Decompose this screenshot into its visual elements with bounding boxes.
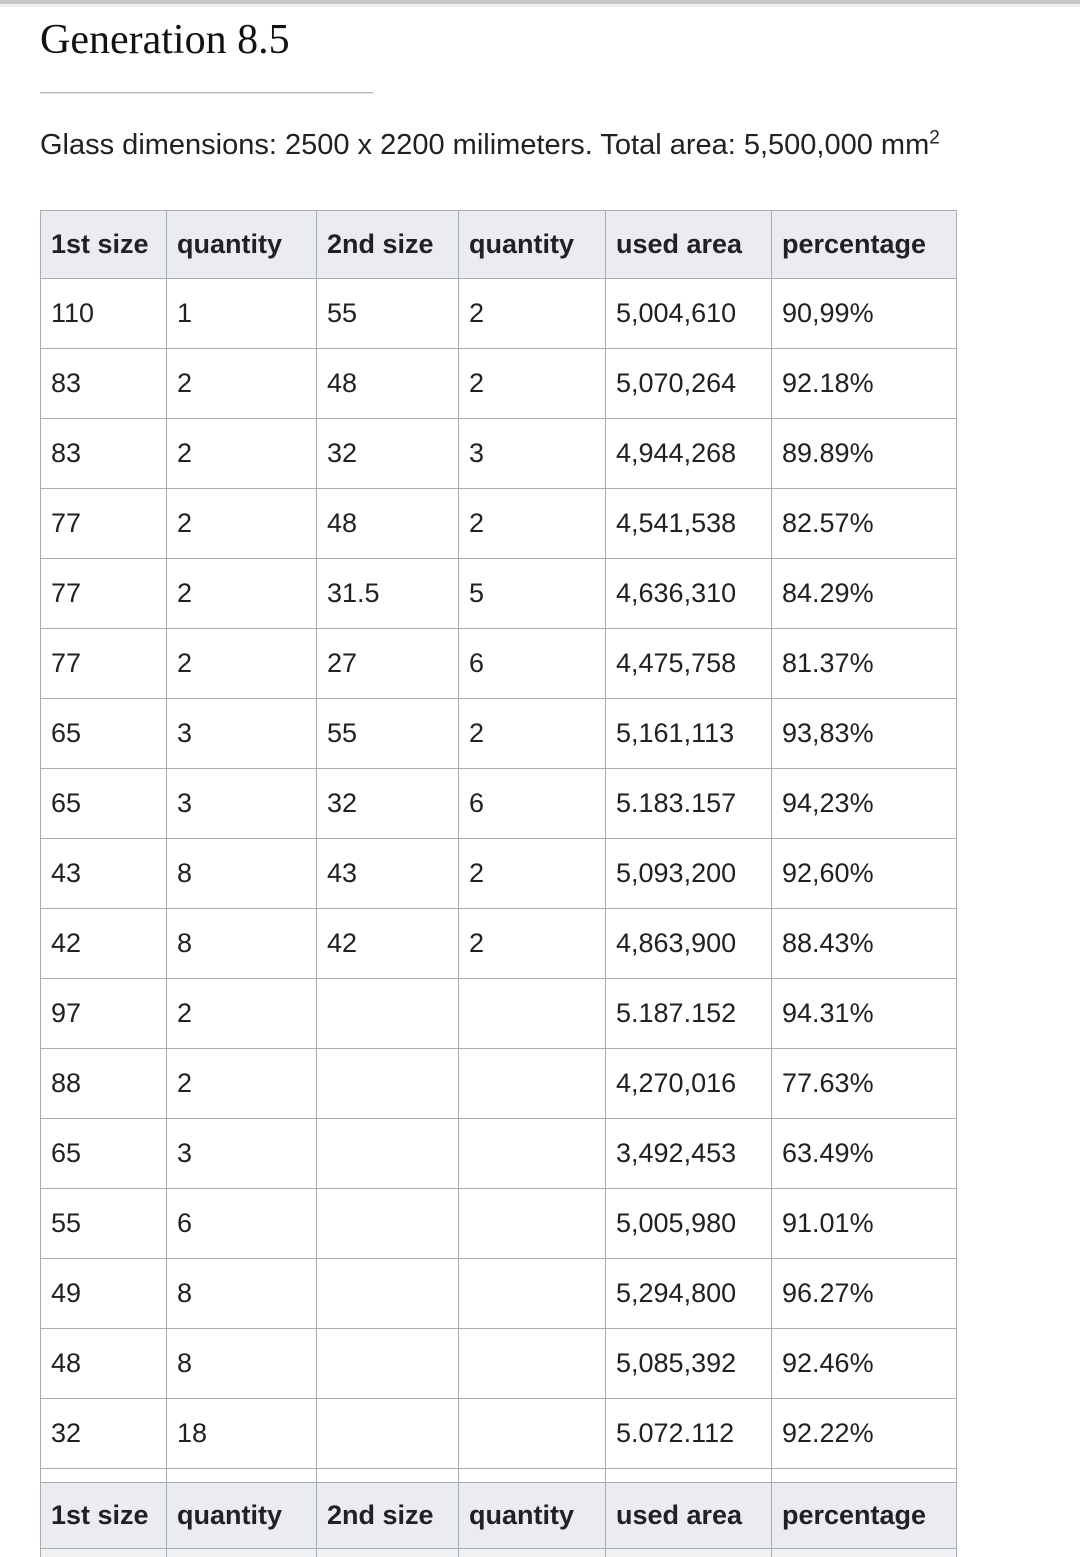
table-cell: 48 [317, 489, 459, 559]
table-cell: 55 [317, 699, 459, 769]
table-cell [459, 1049, 606, 1119]
table-cell: 77.63% [772, 1049, 957, 1119]
table-cell: 4,541,538 [606, 489, 772, 559]
table-footer-header-row [41, 1483, 957, 1549]
table-cell [459, 1259, 606, 1329]
table-cell: 2 [167, 559, 317, 629]
table-footer [41, 1469, 957, 1557]
table-cell: 5,070,264 [606, 349, 772, 419]
table-cell: 42 [317, 909, 459, 979]
table-cell: 81.37% [772, 629, 957, 699]
table-cell: 84.29% [772, 559, 957, 629]
table-cell: 2 [167, 629, 317, 699]
footer-header-percentage: percentage [772, 1483, 957, 1549]
clipped-cell [41, 1549, 167, 1557]
footer-header-used-area: used area [606, 1483, 772, 1549]
clipped-cell [317, 1549, 459, 1557]
table-cell: 5.183.157 [606, 769, 772, 839]
page-content [40, 15, 1040, 1557]
size-table [40, 210, 957, 1557]
table-cell: 6 [167, 1189, 317, 1259]
table-row [41, 629, 957, 699]
table-cell: 32 [317, 769, 459, 839]
footer-header-2nd-size: 2nd size [317, 1483, 459, 1549]
table-cell: 97 [41, 979, 167, 1049]
table-cell: 2 [167, 419, 317, 489]
table-cell: 65 [41, 769, 167, 839]
table-cell: 92.46% [772, 1329, 957, 1399]
title-underline [40, 92, 373, 94]
clipped-cell [459, 1549, 606, 1557]
table-cell: 2 [459, 839, 606, 909]
table-cell: 3 [167, 769, 317, 839]
table-cell: 1 [167, 279, 317, 349]
table-cell: 6 [459, 629, 606, 699]
table-cell: 77 [41, 489, 167, 559]
table-row [41, 559, 957, 629]
column-header-quantity-2: quantity [459, 211, 606, 279]
table-cell: 8 [167, 909, 317, 979]
table-cell: 5.187.152 [606, 979, 772, 1049]
table-cell: 18 [167, 1399, 317, 1469]
table-cell: 27 [317, 629, 459, 699]
table-row [41, 839, 957, 909]
table-row [41, 979, 957, 1049]
table-cell: 5,004,610 [606, 279, 772, 349]
clipped-cell [772, 1549, 957, 1557]
table-row [41, 909, 957, 979]
table-cell: 2 [459, 279, 606, 349]
table-cell: 5,294,800 [606, 1259, 772, 1329]
table-cell: 88.43% [772, 909, 957, 979]
table-cell [317, 979, 459, 1049]
table-cell: 8 [167, 1329, 317, 1399]
table-cell: 2 [459, 699, 606, 769]
table-cell: 3 [167, 1119, 317, 1189]
table-cell [317, 1399, 459, 1469]
spacer-cell [317, 1469, 459, 1483]
table-cell: 5 [459, 559, 606, 629]
table-cell [459, 1119, 606, 1189]
table-cell: 2 [459, 909, 606, 979]
column-header-2nd-size: 2nd size [317, 211, 459, 279]
table-cell: 82.57% [772, 489, 957, 559]
table-cell: 96.27% [772, 1259, 957, 1329]
table-cell: 65 [41, 1119, 167, 1189]
column-header-percentage: percentage [772, 211, 957, 279]
table-row [41, 699, 957, 769]
clipped-cell [606, 1549, 772, 1557]
table-cell: 77 [41, 559, 167, 629]
spacer-cell [41, 1469, 167, 1483]
table-cell [459, 1329, 606, 1399]
table-cell: 4,863,900 [606, 909, 772, 979]
table-cell: 2 [459, 349, 606, 419]
column-header-used-area: used area [606, 211, 772, 279]
table-cell [459, 1399, 606, 1469]
table-cell: 93,83% [772, 699, 957, 769]
table-cell: 5,161,113 [606, 699, 772, 769]
table-cell: 43 [317, 839, 459, 909]
table-cell [459, 1189, 606, 1259]
table-cell [317, 1119, 459, 1189]
table-cell: 8 [167, 1259, 317, 1329]
table-cell: 65 [41, 699, 167, 769]
table-cell: 49 [41, 1259, 167, 1329]
table-cell: 89.89% [772, 419, 957, 489]
table-row [41, 769, 957, 839]
table-cell: 5,085,392 [606, 1329, 772, 1399]
table-cell: 92,60% [772, 839, 957, 909]
table-row [41, 279, 957, 349]
table-cell: 3,492,453 [606, 1119, 772, 1189]
table-cell [317, 1189, 459, 1259]
table-cell: 83 [41, 419, 167, 489]
squared-superscript: 2 [929, 127, 940, 149]
table-row [41, 1329, 957, 1399]
spacer-cell [459, 1469, 606, 1483]
table-cell: 83 [41, 349, 167, 419]
table-cell: 32 [317, 419, 459, 489]
footer-header-quantity-2: quantity [459, 1483, 606, 1549]
table-cell: 48 [41, 1329, 167, 1399]
footer-header-quantity-1: quantity [167, 1483, 317, 1549]
table-cell: 3 [459, 419, 606, 489]
table-cell: 4,475,758 [606, 629, 772, 699]
table-cell [317, 1049, 459, 1119]
table-cell: 5,093,200 [606, 839, 772, 909]
table-cell: 8 [167, 839, 317, 909]
table-cell: 4,636,310 [606, 559, 772, 629]
table-cell: 92.18% [772, 349, 957, 419]
table-cell: 4,944,268 [606, 419, 772, 489]
table-cell: 2 [167, 489, 317, 559]
table-header-row [41, 211, 957, 279]
table-cell: 94.31% [772, 979, 957, 1049]
table-row [41, 419, 957, 489]
glass-dimensions-text [40, 125, 1040, 166]
table-cell: 43 [41, 839, 167, 909]
glass-dimensions-main: Glass dimensions: 2500 x 2200 milimeters. Total area: 5,500,000 mm [40, 129, 930, 161]
table-cell: 42 [41, 909, 167, 979]
table-row [41, 1189, 957, 1259]
table-header [41, 211, 957, 279]
table-cell: 55 [41, 1189, 167, 1259]
column-header-quantity-1: quantity [167, 211, 317, 279]
spacer-cell [606, 1469, 772, 1483]
table-cell: 92.22% [772, 1399, 957, 1469]
top-edge-strip [0, 0, 1080, 7]
spacer-cell [772, 1469, 957, 1483]
table-cell: 6 [459, 769, 606, 839]
table-cell: 91.01% [772, 1189, 957, 1259]
table-cell: 2 [167, 349, 317, 419]
table-cell: 94,23% [772, 769, 957, 839]
table-cell: 90,99% [772, 279, 957, 349]
table-row [41, 349, 957, 419]
table-cell: 32 [41, 1399, 167, 1469]
table-row [41, 1399, 957, 1469]
table-cell: 63.49% [772, 1119, 957, 1189]
table-cell: 31.5 [317, 559, 459, 629]
table-cell: 2 [167, 1049, 317, 1119]
page-title: Generation 8.5 [40, 17, 290, 63]
table-cell [459, 979, 606, 1049]
table-row [41, 489, 957, 559]
table-cell: 77 [41, 629, 167, 699]
footer-header-1st-size: 1st size [41, 1483, 167, 1549]
table-body [41, 279, 957, 1469]
table-cell: 2 [459, 489, 606, 559]
column-header-1st-size: 1st size [41, 211, 167, 279]
table-cell: 3 [167, 699, 317, 769]
table-cell: 55 [317, 279, 459, 349]
table-row [41, 1259, 957, 1329]
table-cell: 88 [41, 1049, 167, 1119]
table-cell: 5,005,980 [606, 1189, 772, 1259]
clipped-cell [167, 1549, 317, 1557]
table-cell [317, 1259, 459, 1329]
table-row [41, 1119, 957, 1189]
table-clipped-row [41, 1549, 957, 1557]
table-cell: 110 [41, 279, 167, 349]
table-cell: 48 [317, 349, 459, 419]
table-spacer-row [41, 1469, 957, 1483]
table-cell: 5.072.112 [606, 1399, 772, 1469]
table-row [41, 1049, 957, 1119]
spacer-cell [167, 1469, 317, 1483]
table-cell: 4,270,016 [606, 1049, 772, 1119]
table-cell [317, 1329, 459, 1399]
table-cell: 2 [167, 979, 317, 1049]
